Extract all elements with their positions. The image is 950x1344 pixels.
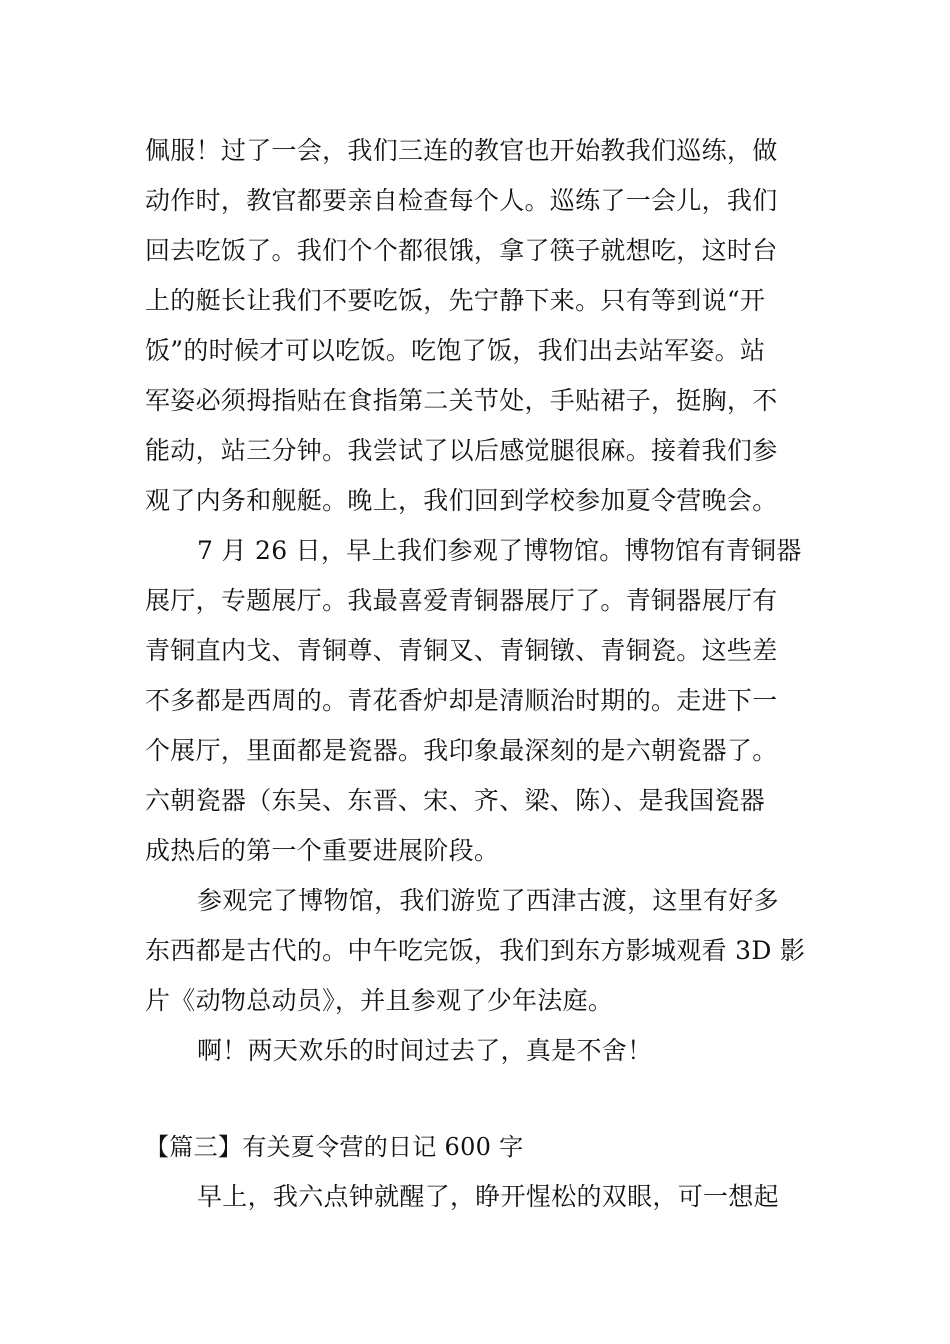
paragraph-1-line-7: 能动，站三分钟。我尝试了以后感觉腿很麻。接着我们参 xyxy=(145,436,778,465)
paragraph-1-line-2: 动作时，教官都要亲自检查每个人。巡练了一会儿，我们 xyxy=(145,186,778,215)
paragraph-3-line-1: 参观完了博物馆，我们游览了西津古渡，这里有好多 xyxy=(197,886,779,915)
paragraph-2-line-5: 个展厅，里面都是瓷器。我印象最深刻的是六朝瓷器了。 xyxy=(145,736,778,765)
paragraph-2-line-7: 成热后的第一个重要进展阶段。 xyxy=(145,836,500,865)
paragraph-2-line-2: 展厅，专题展厅。我最喜爱青铜器展厅了。青铜器展厅有 xyxy=(145,586,778,615)
paragraph-1-line-8: 观了内务和舰艇。晚上，我们回到学校参加夏令营晚会。 xyxy=(145,486,778,515)
paragraph-2-line-3: 青铜直内戈、青铜尊、青铜叉、青铜镦、青铜瓷。这些差 xyxy=(145,636,778,665)
section-heading: 【篇三】有关夏令营的日记 600 字 xyxy=(145,1133,524,1161)
paragraph-2-line-1: 7 月 26 日，早上我们参观了博物馆。博物馆有青铜器 xyxy=(197,536,802,565)
paragraph-1-line-1: 佩服！过了一会，我们三连的教官也开始教我们巡练，做 xyxy=(145,136,778,165)
paragraph-2-line-4: 不多都是西周的。青花香炉却是清顺治时期的。走进下一 xyxy=(145,686,778,715)
paragraph-3-line-2: 东西都是古代的。中午吃完饭，我们到东方影城观看 3D 影 xyxy=(145,936,806,965)
paragraph-4-line-1: 啊！两天欢乐的时间过去了，真是不舍！ xyxy=(197,1036,653,1065)
paragraph-1-line-5: 饭”的时候才可以吃饭。吃饱了饭，我们出去站军姿。站 xyxy=(145,336,766,365)
paragraph-1-line-4: 上的艇长让我们不要吃饭，先宁静下来。只有等到说“开 xyxy=(145,286,766,315)
paragraph-5-line-1: 早上，我六点钟就醒了，睁开惺松的双眼，可一想起 xyxy=(197,1182,779,1211)
paragraph-1-line-3: 回去吃饭了。我们个个都很饿，拿了筷子就想吃，这时台 xyxy=(145,236,778,265)
paragraph-1-line-6: 军姿必须拇指贴在食指第二关节处，手贴裙子，挺胸，不 xyxy=(145,386,778,415)
paragraph-2-line-6: 六朝瓷器（东吴、东晋、宋、齐、梁、陈）、是我国瓷器 xyxy=(145,786,766,815)
paragraph-3-line-3: 片《动物总动员》，并且参观了少年法庭。 xyxy=(145,986,614,1015)
